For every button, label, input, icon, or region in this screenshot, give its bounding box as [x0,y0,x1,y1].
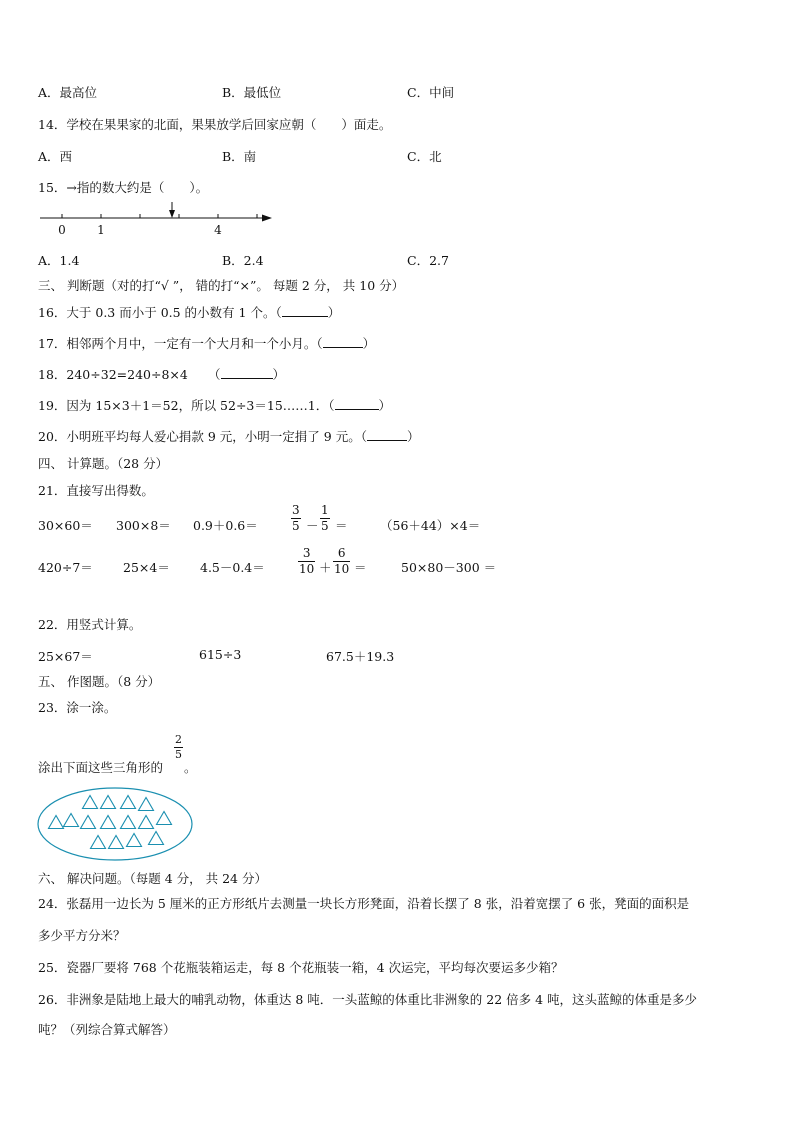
q17-close: ） [362,336,376,351]
question-23: 23．涂一涂。 [38,700,117,715]
equals-sign: ＝ [354,560,367,575]
triangle-icon[interactable] [139,816,154,829]
q18-close: ） [272,367,286,382]
question-15: 15．→指的数大约是（ ）。 [38,180,209,195]
question-18 [38,365,188,383]
calc-item: 4.5－0.4＝ [200,560,265,575]
q19-text: 19．因为 15×3＋1＝52，所以 52÷3＝15……1．（ [38,398,335,413]
pointer-arrow-icon [169,210,175,218]
section-6-heading: 六、 解决问题。（每题 4 分， 共 24 分） [38,871,267,886]
q15-option-c: C．2.7 [407,253,449,268]
fraction-denominator: 10 [299,562,315,576]
question-24: 24．张磊用一边长为 5 厘米的正方形纸片去测量一块长方形凳面，沿着长摆了 8 张，沿着宽摆了 6 张，凳面的面积是 [38,896,690,911]
number-line [36,200,276,240]
section-5-heading: 五、 作图题。（8 分） [38,674,161,689]
triangle-icon[interactable] [109,836,124,849]
equals-sign: ＝ [335,518,348,533]
question-26: 26．非洲象是陆地上最大的哺乳动物，体重达 8 吨．一头蓝鲸的体重比非洲象的 22 倍多 4 吨，这头蓝鲸的体重是多少 [38,992,698,1007]
fraction-denominator: 5 [292,519,300,533]
vertical-calc-item: 615÷3 [199,647,242,662]
q18-open: （ [208,367,221,382]
q14-option-c: C．北 [407,149,442,164]
q19-blank[interactable] [335,409,379,410]
triangle-ellipse-figure [36,786,196,862]
triangle-icon[interactable] [91,836,106,849]
fraction-denominator: 10 [334,562,350,576]
q18-text: 18．240÷32=240÷8×4 [38,367,188,382]
fraction-numerator: 6 [337,546,346,560]
triangle-icon[interactable] [149,832,164,845]
calc-item: 420÷7＝ [38,560,93,575]
question-14: 14．学校在果果家的北面，果果放学后回家应朝（ ）面走。 [38,117,392,132]
triangle-icon[interactable] [49,816,64,829]
q20-close: ） [406,429,420,444]
triangle-icon[interactable] [101,796,116,809]
q16-blank[interactable] [282,316,328,317]
triangle-icon[interactable] [121,816,136,829]
q23-period: 。 [184,760,197,775]
fraction-numerator: 2 [175,733,182,746]
q20-text: 20．小明班平均每人爱心捐款 9 元，小明一定捐了 9 元。（ [38,429,367,444]
question-19 [38,396,391,414]
number-line-arrowhead [262,215,272,222]
calc-item: （56＋44）×4＝ [380,518,481,533]
fraction [333,546,350,577]
fraction [174,733,183,762]
q19-close: ） [378,398,392,413]
fraction-numerator: 3 [292,503,300,517]
fraction-denominator: 5 [175,748,182,761]
triangle-icon[interactable] [139,798,154,811]
q16-text: 16．大于 0.3 而小于 0.5 的小数有 1 个。（ [38,305,282,320]
number-line-tick-label: 0 [58,223,66,237]
option-b: B．最低位 [222,85,282,100]
question-22: 22．用竖式计算。 [38,617,142,632]
fraction [291,503,301,534]
question-21: 21．直接写出得数。 [38,483,154,498]
q14-option-a: A．西 [38,149,73,164]
fraction-numerator: 3 [302,546,311,560]
question-16 [38,303,340,321]
q15-option-a: A．1.4 [38,253,80,268]
triangle-icon[interactable] [81,816,96,829]
q17-blank[interactable] [323,347,363,348]
calc-item: 30×60＝ [38,518,93,533]
vertical-calc-item: 25×67＝ [38,649,93,664]
q17-text: 17．相邻两个月中，一定有一个大月和一个小月。（ [38,336,323,351]
triangle-icon[interactable] [127,834,142,847]
fraction [298,546,315,577]
option-c: C．中间 [407,85,455,100]
question-17 [38,334,375,352]
question-25: 25．瓷器厂要将 768 个花瓶装箱运走，每 8 个花瓶装一箱，4 次运完，平均每次要运多少箱？ [38,960,564,975]
q18-blank[interactable] [221,378,273,379]
q23-instruction: 涂出下面这些三角形的 [38,760,164,775]
question-24-cont: 多少平方分米？ [38,928,126,943]
operator: － [306,518,319,533]
section-3-heading: 三、 判断题（对的打“√ ”， 错的打“×”。 每题 2 分， 共 10 分） [38,278,405,293]
number-line-tick-label: 4 [214,223,222,237]
calc-item: 25×4＝ [123,560,170,575]
fraction-denominator: 5 [321,519,329,533]
triangle-icon[interactable] [157,812,172,825]
calc-item: 0.9＋0.6＝ [193,518,258,533]
calc-item: 50×80－300 ＝ [401,560,497,575]
option-a: A．最高位 [38,85,98,100]
question-20 [38,427,419,445]
q18-answer [208,365,285,383]
triangle-icon[interactable] [64,814,79,827]
triangle-icon[interactable] [121,796,136,809]
fraction-numerator: 1 [321,503,329,517]
vertical-calc-item: 67.5＋19.3 [326,649,395,664]
operator: ＋ [319,560,332,575]
question-26-cont: 吨？（列综合算式解答） [38,1022,176,1037]
q14-option-b: B．南 [222,149,257,164]
q15-option-b: B．2.4 [222,253,264,268]
fraction [320,503,330,534]
section-4-heading: 四、 计算题。（28 分） [38,456,169,471]
q20-blank[interactable] [367,440,407,441]
number-line-tick-label: 1 [97,223,105,237]
triangle-icon[interactable] [101,816,116,829]
calc-item: 300×8＝ [116,518,171,533]
q16-close: ） [327,305,341,320]
triangle-icon[interactable] [83,796,98,809]
